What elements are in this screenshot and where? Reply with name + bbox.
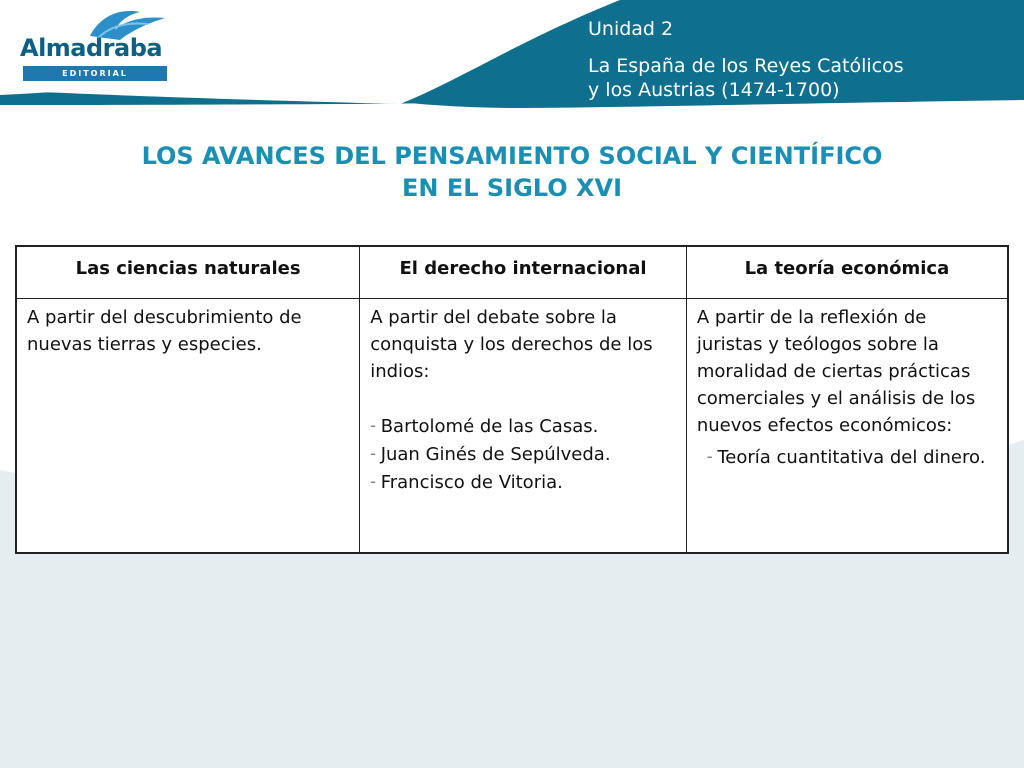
logo-subtitle: EDITORIAL [23,66,167,81]
logo-name: Almadraba [20,34,163,62]
unit-title-line1: La España de los Reyes Católicos [588,55,904,77]
table-row [16,298,1008,553]
dash-icon: – [370,446,376,460]
slide-title-line2: EN EL SIGLO XVI [402,174,622,202]
cell-derecho-text: A partir del debate sobre la conquista y los derechos de los indios: [370,306,653,382]
list-item: – Francisco de Vitoria. [370,471,563,493]
unit-title-line2: y los Austrias (1474-1700) [588,79,840,101]
cell-economia [686,298,1008,553]
slide-title-line1: LOS AVANCES DEL PENSAMIENTO SOCIAL Y CIENTÍFICO [141,142,883,170]
list-item: – Teoría cuantitativa del dinero. [706,446,986,468]
header-cell-ciencias: Las ciencias naturales [16,246,360,298]
unit-label: Unidad 2 [588,18,674,40]
cell-ciencias-text: A partir del descubrimiento de nuevas tierras y especies. [27,306,302,355]
list-item: – Bartolomé de las Casas. [370,415,599,437]
almadraba-logo [20,6,170,80]
cell-ciencias [16,298,360,553]
cell-economia-text: A partir de la reflexión de juristas y teólogos sobre la moralidad de ciertas prácticas comerciales y el análisis de los nuevos efectos económicos: [696,306,976,436]
list-item: – Juan Ginés de Sepúlveda. [370,443,611,465]
content-table [15,245,1009,554]
unit-title [588,54,1018,102]
table-header-row [16,246,1008,298]
dash-icon: – [706,449,713,463]
dash-icon: – [370,474,376,488]
slide-title [0,140,1024,204]
header-cell-derecho: El derecho internacional [360,246,687,298]
header-cell-economia: La teoría económica [686,246,1008,298]
cell-derecho [360,298,687,553]
dash-icon: – [370,418,376,432]
